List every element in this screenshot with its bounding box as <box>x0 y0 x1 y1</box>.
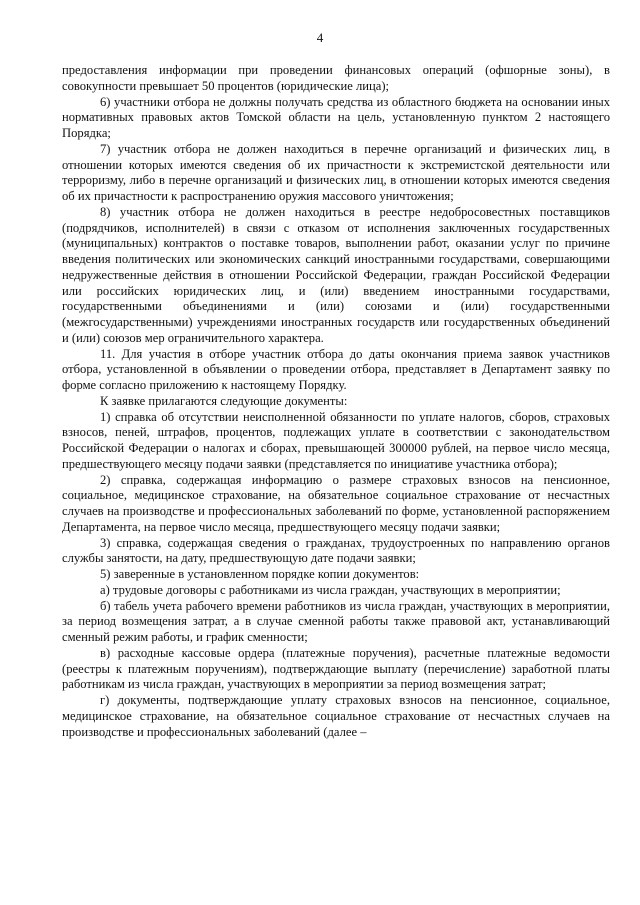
paragraph-doc-5: 5) заверенные в установленном порядке копии документов: <box>100 567 420 581</box>
paragraph-item-8: 8) участник отбора не должен находиться в реестре недобросовестных поставщиков (подрядчиков, исполнителей) в связи с отказом от исполнения заключенных государственных (муниципальных) контрактов о поставке товаров, выполнении работ, оказании услуг по причине введения политических или экономических санкций иностранными государствами, совершающими недружественные действия в отношении Российской Федерации, граждан Российской Федерации или российских юридических лиц, и (или) введением иностранными государствами, государственными объединениями и (или) союзами и (или) государственными (межгосударственными) учреждениями иностранных государств или государственных объединений и (или) союзов мер ограничительного характера. <box>62 204 610 345</box>
paragraph-doc-2: 2) справка, содержащая информацию о размере страховых взносов на пенсионное, социальное, медицинское страхование, на обязательное социальное страхование от несчастных случаев на производстве и профессиональных заболеваний по форме, установленной распоряжением Департамента, на первое число месяца, предшествующего месяцу подачи заявки; <box>62 472 610 534</box>
paragraph-doc-1: 1) справка об отсутствии неисполненной обязанности по уплате налогов, сборов, страховых взносов, пеней, штрафов, процентов, подлежащих уплате в соответствии с законодательством Российской Федерации о налогах и сборах, превышающей 300000 рублей, на первое число месяца, предшествующего месяцу подачи заявки (представляется по инициативе участника отбора); <box>62 409 610 471</box>
paragraph-documents-intro: К заявке прилагаются следующие документы: <box>100 393 348 408</box>
paragraph-clause-11: 11. Для участия в отборе участник отбора до даты окончания приема заявок участников отбора, установленной в объявлении о проведении отбора, представляет в Департамент заявку по форме согласно приложению к настоящему Порядку. <box>62 346 610 392</box>
paragraph-item-6: 6) участники отбора не должны получать средства из областного бюджета на основании иных нормативных правовых актов Томской области на цель, установленную пунктом 2 настоящего Порядка; <box>62 94 610 140</box>
paragraph-item-7: 7) участник отбора не должен находиться в перечне организаций и физических лиц, в отношении которых имеются сведения об их причастности к экстремистской деятельности или терроризму, либо в перечне организаций и физических лиц, в отношении которых имеются сведения об их причастности к распространению оружия массового уничтожения; <box>62 141 610 203</box>
paragraph-doc-5b: б) табель учета рабочего времени работников из числа граждан, участвующих в мероприятии, за период возмещения затрат, а в случае сменной работы также правовой акт, устанавливающий сменный режим работы, и график сменности; <box>62 598 610 644</box>
paragraph-doc-5g: г) документы, подтверждающие уплату страховых взносов на пенсионное, социальное, медицинское страхование, на обязательное социальное страхование от несчастных случаев на производстве и профессиональных заболеваний (далее – <box>62 693 610 739</box>
paragraph-doc-5v: в) расходные кассовые ордера (платежные поручения), расчетные платежные ведомости (реестры к платежным поручениям), подтверждающие выплату (перечисление) заработной платы работникам из числа граждан, участвующих в мероприятии за период возмещения затрат; <box>62 645 610 692</box>
document-body <box>62 63 610 740</box>
page-number: 4 <box>316 30 324 45</box>
paragraph-doc-5a: а) трудовые договоры с работниками из числа граждан, участвующих в мероприятии; <box>100 582 561 597</box>
paragraph-offshore-continuation: предоставления информации при проведении финансовых операций (офшорные зоны), в совокупности превышает 50 процентов (юридические лица); <box>62 63 610 93</box>
paragraph-doc-3: 3) справка, содержащая сведения о гражданах, трудоустроенных по направлению органов службы занятости, на дату, предшествующую дате подачи заявки; <box>62 535 610 566</box>
